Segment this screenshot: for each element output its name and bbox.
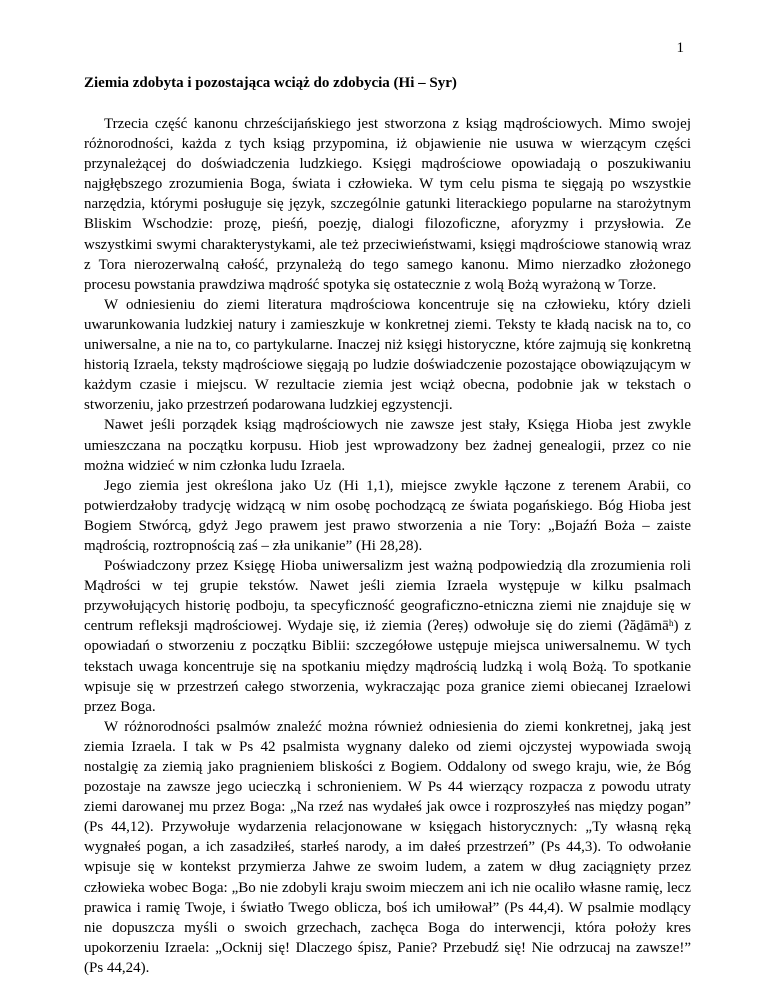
page-number: 1 xyxy=(676,40,684,56)
paragraph-1: Trzecia część kanonu chrześcijańskiego jest stworzona z ksiąg mądrościowych. Mimo swojej różnorodności, każda z tych ksiąg przypomina, iż objawienie nie usuwa w wierzącym części przynależącej do doświadczenia ludzkiego. Księgi mądrościowe opowiadają o poszukiwaniu najgłębszego zrozumienia Boga, świata i człowieka. W tym celu pisma te sięgają po wszystkie narzędzia, którymi posługuje się język, szczególnie gatunki literackiego popularne na starożytnym Bliskim Wschodzie: prozę, pieśń, poezję, dialogi filozoficzne, aforyzmy i przysłowia. Ze wszystkimi swymi charakterystykami, ale też przeciwieństwami, księgi mądrościowe stanowią wraz z Tora nierozerwalną całość, przynależą do tego samego kanonu. Mimo nierzadko złożonego procesu powstania prawdziwa mądrość spotyka się ostatecznie z wolą Bożą wyrażoną w Torze. xyxy=(84,116,691,293)
section-title: Ziemia zdobyta i pozostająca wciąż do zdobycia (Hi – Syr) xyxy=(84,75,457,91)
paragraph-4: Jego ziemia jest określona jako Uz (Hi 1,1), miejsce zwykle łączone z terenem Arabii, co potwierdzałoby tradycję widzącą w nim osobę pochodzącą ze świata pogańskiego. Bóg Hioba jest Bogiem Stwórcą, gdyż Jego prawem jest prawo stworzenia a nie Tory: „Bojaźń Boża – zaiste mądrością, roztropnością zaś – zła unikanie” (Hi 28,28). xyxy=(84,477,691,554)
paragraph-6: W różnorodności psalmów znaleźć można również odniesienia do ziemi konkretnej, jaką jest ziemia Izraela. I tak w Ps 42 psalmista wygnany daleko od ziemi ojczystej wypowiada swoją nostalgię za ziemią jako pragnieniem bliskości z Bogiem. Oddalony od swego kraju, wie, że Bóg pozostaje na zawsze jego ucieczką i schronieniem. W Ps 44 wierzący rozpacza z powodu utraty ziemi darowanej mu przez Boga: „Na rzeź nas wydałeś jak owce i rozproszyłeś nas między pogan” (Ps 44,12). Przywołuje wydarzenia relacjonowane w księgach historycznych: „Ty własną ręką wygnałeś pogan, a ich zasadziłeś, starłeś narody, a im dałeś przestrzeń” (Ps 44,3). To odwołanie wpisuje się w kontekst przymierza Jahwe ze swoim ludem, a zatem w dług zaciągnięty przez człowieka wobec Boga: „Bo nie zdobyli kraju swoim mieczem ani ich nie ocaliło własne ramię, lecz prawica i ramię Twoje, i światło Twego oblicza, boś ich umiłował” (Ps 44,4). W psalmie modlący nie dopuszcza myśli o swoich grzechach, zachęca Boga do interwencji, która położy kres upokorzeniu Izraela: „Ocknij się! Dlaczego śpisz, Panie? Przebudź się! Nie odrzucaj na zawsze!” (Ps 44,24). xyxy=(84,718,691,976)
paragraph-5: Poświadczony przez Księgę Hioba uniwersalizm jest ważną podpowiedzią dla zrozumienia roli Mądrości w tej grupie tekstów. Nawet jeśli ziemia Izraela występuje w kilku psalmach przywołujących historię podboju, ta specyficzność geograficzno-etniczna ziemi nie znajduje się w centrum refleksji mądrościowej. Wydaje się, iż ziemia (ʔereṣ) odwołuje się do ziemi (ʔăḏāmāʰ) z opowiadań o stworzeniu z początku Biblii: szczegółowe ustępuje miejsca uniwersalnemu. W tych tekstach uwaga koncentruje się na spotkaniu między mądrością ludzką i wolą Bożą. To spotkanie wpisuje się w przestrzeń całego stworzenia, wykraczając poza granice ziemi obiecanej Izraelowi przez Boga. xyxy=(84,558,691,715)
document-body xyxy=(84,73,691,978)
paragraph-2: W odniesieniu do ziemi literatura mądrościowa koncentruje się na człowieku, który dzieli uwarunkowania ludzkiej natury i zamieszkuje w konkretnej ziemi. Teksty te kładą nacisk na to, co uniwersalne, a nie na to, co partykularne. Inaczej niż księgi historyczne, które zajmują się konkretną historią Izraela, teksty mądrościowe sięgają po ludzie doświadczenie pozostające obowiązującym w każdym czasie i miejscu. W rezultacie ziemia jest wciąż obecna, podobnie jak w tekstach o stworzeniu, jako przestrzeń podarowana ludzkiej egzystencji. xyxy=(84,296,691,414)
paragraph-3: Nawet jeśli porządek ksiąg mądrościowych nie zawsze jest stały, Księga Hioba jest zwykle umieszczana na początku korpusu. Hiob jest wprowadzony bez żadnej genealogii, przez co nie można widzieć w nim członka ludu Izraela. xyxy=(84,417,691,474)
